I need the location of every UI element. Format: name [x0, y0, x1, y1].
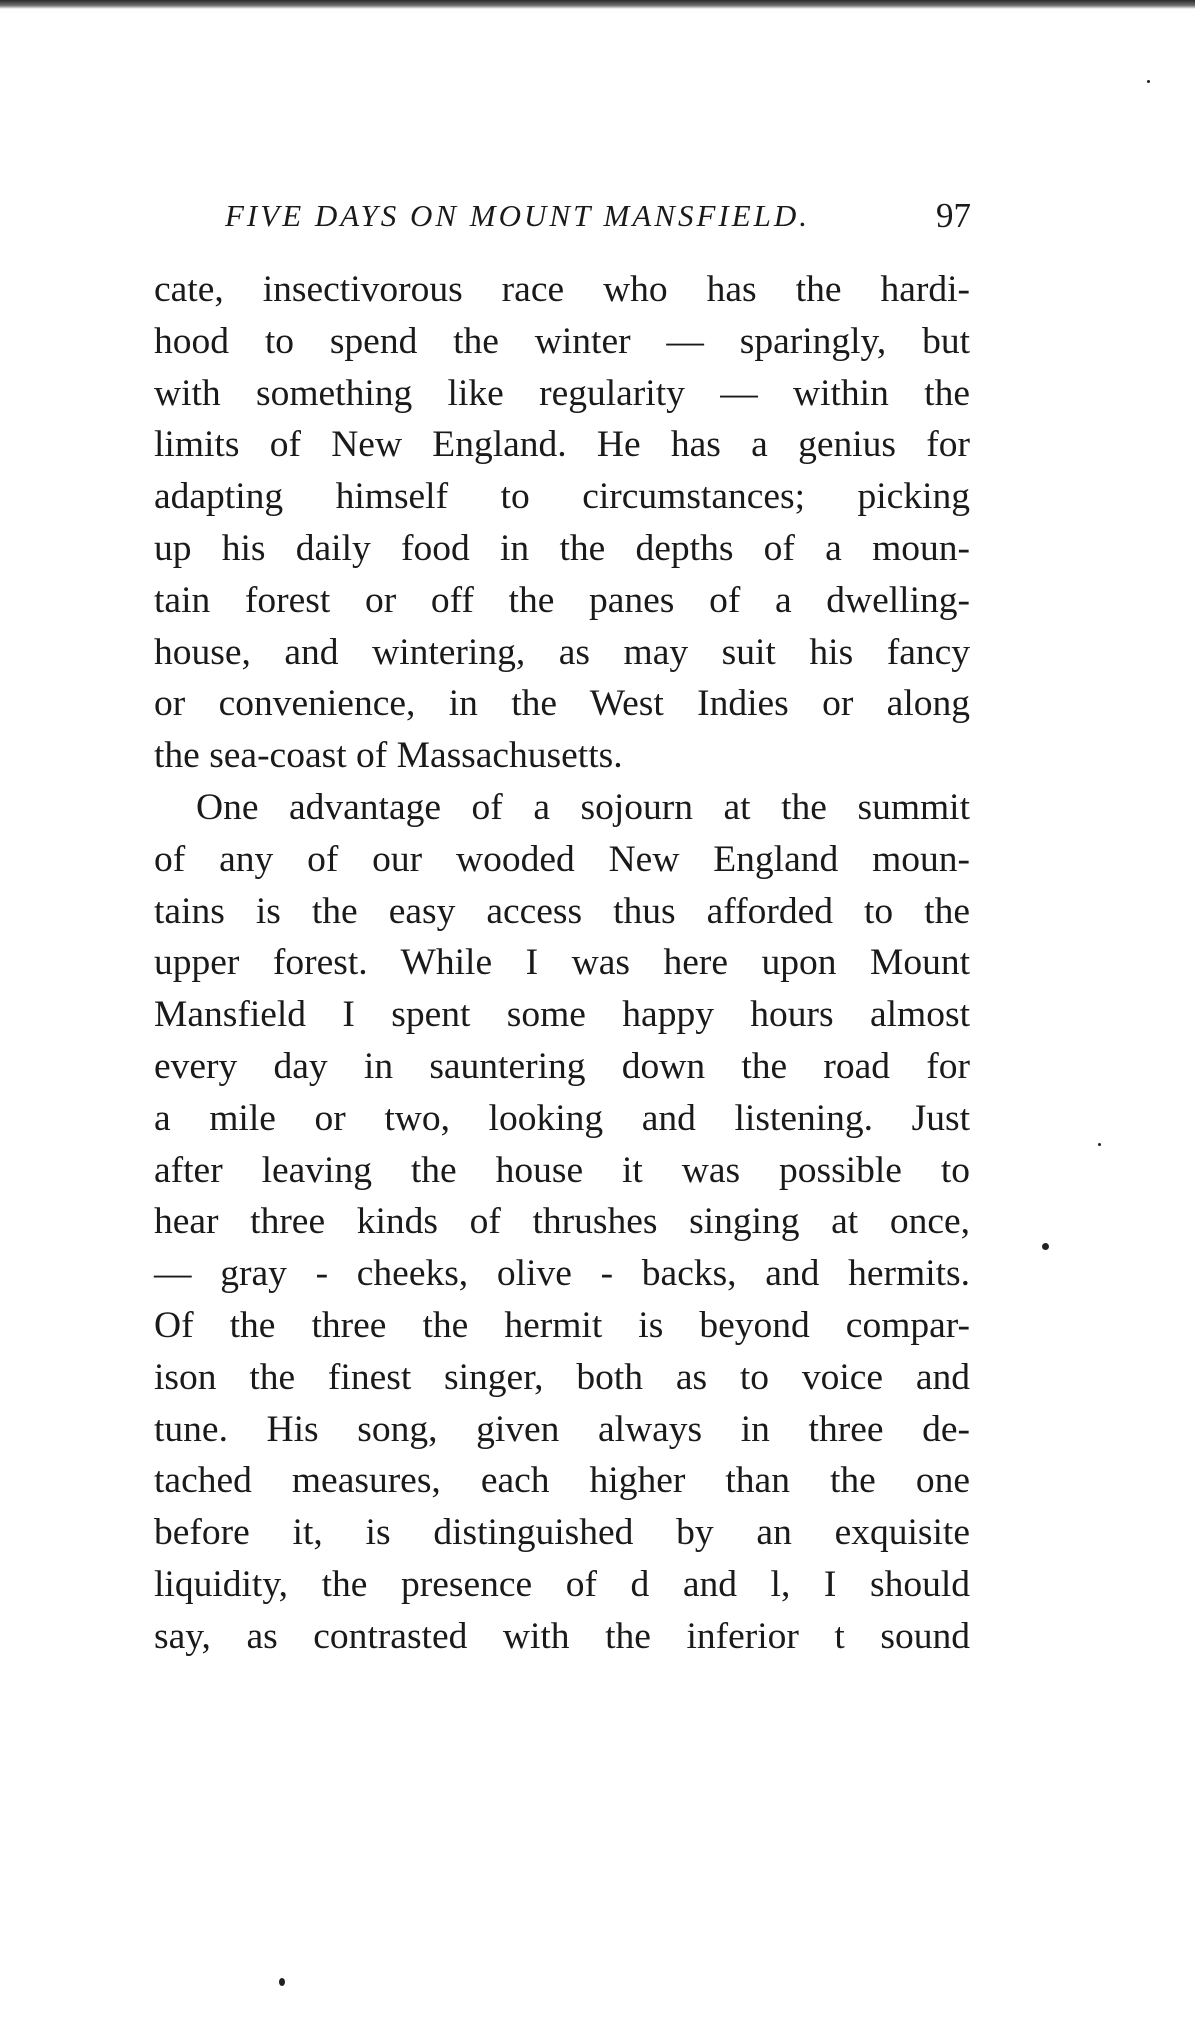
- text-line: or convenience, in the West Indies or along: [154, 683, 970, 725]
- text-line: house, and wintering, as may suit his fancy: [154, 631, 970, 673]
- page-number: 97: [936, 196, 971, 235]
- text-line: cate, insectivorous race who has the hardi-: [154, 269, 970, 310]
- text-line: every day in sauntering down the road for: [154, 1045, 970, 1087]
- text-line: tune. His song, given always in three de-: [154, 1408, 970, 1450]
- text-line: liquidity, the presence of d and l, I should: [154, 1563, 970, 1605]
- text-line: tain forest or off the panes of a dwelling-: [154, 579, 970, 621]
- text-line: ison the finest singer, both as to voice and: [154, 1356, 970, 1398]
- ink-speck: [1042, 1243, 1049, 1250]
- text-line: a mile or two, looking and listening. Just: [154, 1097, 970, 1139]
- ink-speck: [1147, 80, 1150, 83]
- text-line: Of the three the hermit is beyond compar-: [154, 1304, 970, 1346]
- text-line: with something like regularity — within the: [154, 372, 970, 414]
- ink-speck: [279, 1978, 285, 1986]
- text-line: up his daily food in the depths of a moun-: [154, 527, 970, 569]
- text-line: after leaving the house it was possible to: [154, 1149, 970, 1191]
- text-line: — gray - cheeks, olive - backs, and hermits.: [154, 1253, 970, 1295]
- running-head: [200, 192, 996, 240]
- text-line: before it, is distinguished by an exquisite: [154, 1512, 970, 1554]
- ink-speck: [1098, 1143, 1101, 1146]
- text-line: hear three kinds of thrushes singing at once,: [154, 1201, 970, 1243]
- text-line: say, as contrasted with the inferior t sound: [154, 1615, 970, 1657]
- paragraph-2: [154, 782, 970, 1663]
- paragraph-1: [154, 264, 970, 782]
- text-line: tains is the easy access thus afforded to the: [154, 890, 970, 932]
- text-line: the sea-coast of Massachusetts.: [154, 735, 623, 777]
- text-line: adapting himself to circumstances; picking: [154, 476, 970, 518]
- text-line: One advantage of a sojourn at the summit: [196, 786, 970, 828]
- text-line: upper forest. While I was here upon Mount: [154, 942, 970, 984]
- running-title: FIVE DAYS ON MOUNT MANSFIELD.: [225, 198, 811, 233]
- text-line: hood to spend the winter — sparingly, but: [154, 320, 970, 362]
- body-text: [154, 264, 970, 1663]
- text-line: of any of our wooded New England moun-: [154, 838, 970, 880]
- text-line: limits of New England. He has a genius for: [154, 424, 970, 466]
- text-line: Mansfield I spent some happy hours almost: [154, 994, 970, 1036]
- page-top-edge: [0, 0, 1195, 9]
- text-line: tached measures, each higher than the one: [154, 1460, 970, 1502]
